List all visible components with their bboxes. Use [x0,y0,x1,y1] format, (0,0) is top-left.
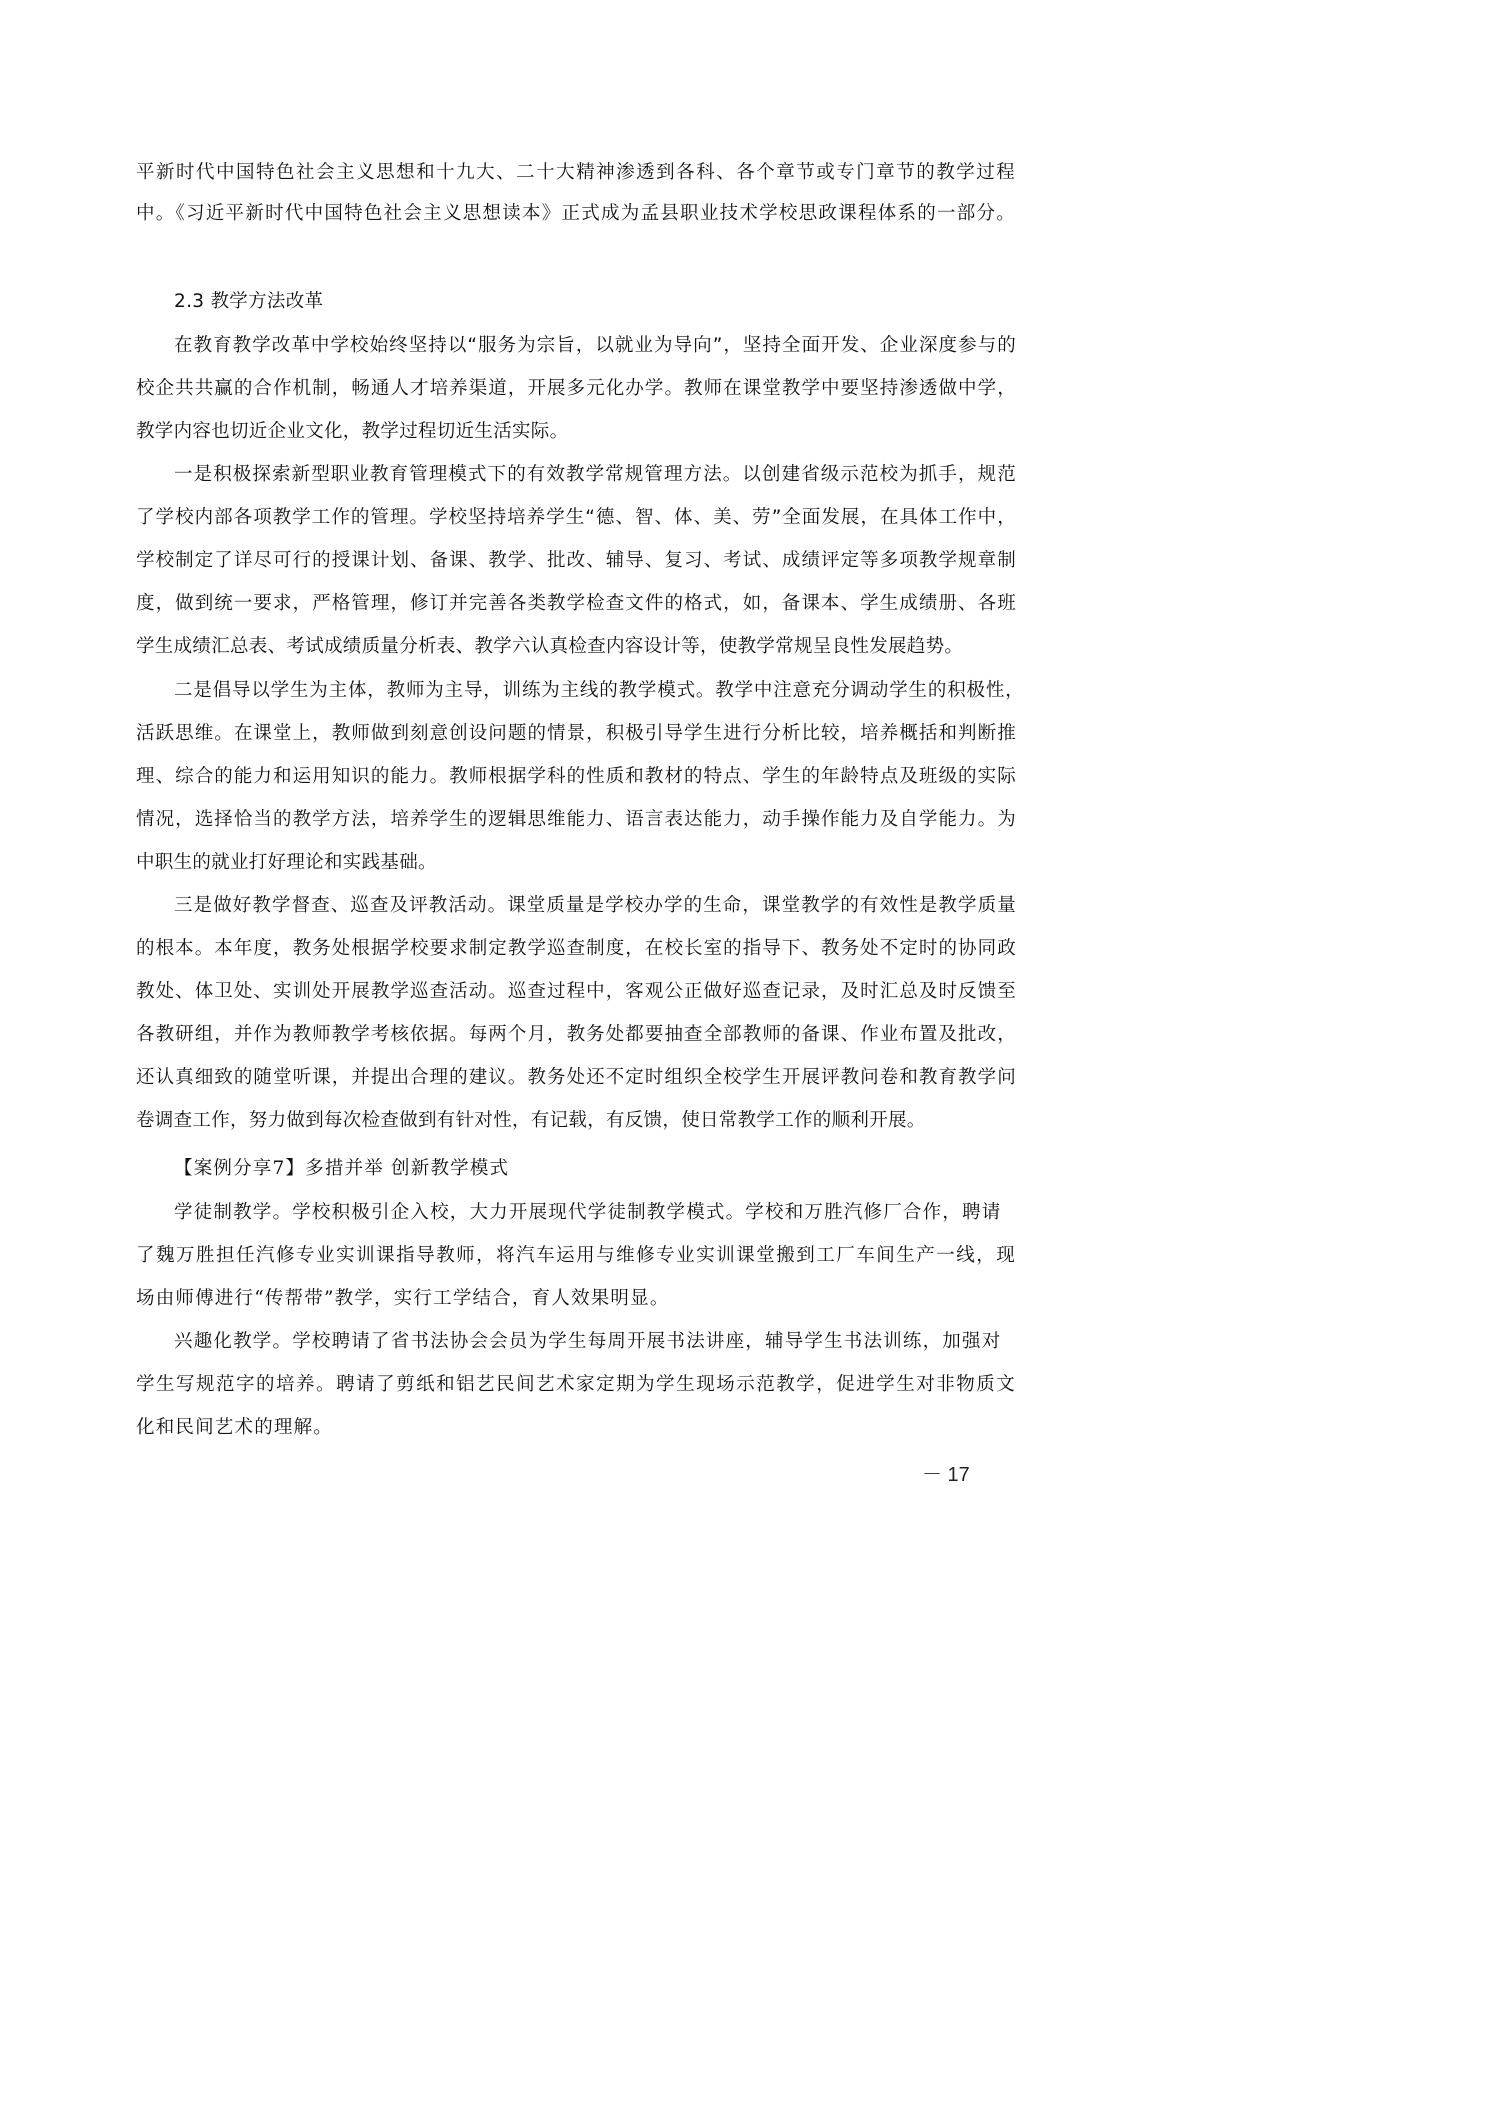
body-line: 在教育教学改革中学校始终坚持以“服务为宗旨，以就业为导向”，坚持全面开发、企业深度参与的 [174,335,1016,356]
body-line: 化和民间艺术的理解。 [136,1417,334,1438]
body-line: 各教研组，并作为教师教学考核依据。每两个月，教务处都要抽查全部教师的备课、作业布置及批改， [136,1024,1016,1045]
body-line: 兴趣化教学。学校聘请了省书法协会会员为学生每周开展书法讲座，辅导学生书法训练，加强对 [174,1331,1002,1352]
body-line: 学徒制教学。学校积极引企入校，大力开展现代学徒制教学模式。学校和万胜汽修厂合作，聘请 [174,1202,1002,1223]
body-line: 了魏万胜担任汽修专业实训课指导教师，将汽车运用与维修专业实训课堂搬到工厂车间生产一线，现 [136,1245,1016,1266]
body-line: 理、综合的能力和运用知识的能力。教师根据学科的性质和教材的特点、学生的年龄特点及班级的实际 [136,766,1016,787]
body-line: 还认真细致的随堂听课，并提出合理的建议。教务处还不定时组织全校学生开展评教问卷和教育教学问 [136,1067,1016,1088]
body-line: 中职生的就业打好理论和实践基础。 [136,852,437,873]
body-line: 学生写规范字的培养。聘请了剪纸和铝艺民间艺术家定期为学生现场示范教学，促进学生对非物质文 [136,1374,1016,1395]
body-line: 三是做好教学督查、巡查及评教活动。课堂质量是学校办学的生命，课堂教学的有效性是教学质量 [174,895,1016,916]
body-line: 学校制定了详尽可行的授课计划、备课、教学、批改、辅导、复习、考试、成绩评定等多项教学规章制 [136,550,1016,571]
body-line: 场由师傅进行“传帮带”教学，实行工学结合，育人效果明显。 [136,1288,670,1309]
body-line: 教处、体卫处、实训处开展教学巡查活动。巡查过程中，客观公正做好巡查记录，及时汇总及时反馈至 [136,981,1016,1002]
body-line: 的根本。本年度，教务处根据学校要求制定教学巡查制度，在校长室的指导下、教务处不定时的协同政 [136,938,1016,959]
body-line: 一是积极探索新型职业教育管理模式下的有效教学常规管理方法。以创建省级示范校为抓手，规范 [174,464,1016,485]
body-line: 情况，选择恰当的教学方法，培养学生的逻辑思维能力、语言表达能力，动手操作能力及自学能力。为 [136,809,1016,830]
page-number: － 17 [922,1464,970,1486]
case-heading: 【案例分享7】多措并举 创新教学模式 [174,1158,510,1179]
body-line: 平新时代中国特色社会主义思想和十九大、二十大精神渗透到各科、各个章节或专门章节的教学过程 [136,162,1016,183]
body-line: 二是倡导以学生为主体，教师为主导，训练为主线的教学模式。教学中注意充分调动学生的积极性， [174,680,1024,701]
body-line: 中。《习近平新时代中国特色社会主义思想读本》正式成为孟县职业技术学校思政课程体系的一部分。 [136,203,1016,224]
section-heading: 2.3 教学方法改革 [174,291,324,312]
body-line: 校企共共赢的合作机制，畅通人才培养渠道，开展多元化办学。教师在课堂教学中要坚持渗透做中学， [136,378,1016,399]
body-line: 度，做到统一要求，严格管理，修订并完善各类教学检查文件的格式，如，备课本、学生成绩册、各班 [136,593,1016,614]
body-line: 活跃思维。在课堂上，教师做到刻意创设问题的情景，积极引导学生进行分析比较，培养概括和判断推 [136,723,1016,744]
body-line: 卷调查工作，努力做到每次检查做到有针对性，有记载，有反馈，使日常教学工作的顺利开展。 [136,1110,926,1131]
body-line: 了学校内部各项教学工作的管理。学校坚持培养学生“德、智、体、美、劳”全面发展，在具体工作中， [136,507,1016,528]
body-line: 学生成绩汇总表、考试成绩质量分析表、教学六认真检查内容设计等，使教学常规呈良性发展趋势。 [136,636,964,657]
body-line: 教学内容也切近企业文化，教学过程切近生活实际。 [136,421,569,442]
